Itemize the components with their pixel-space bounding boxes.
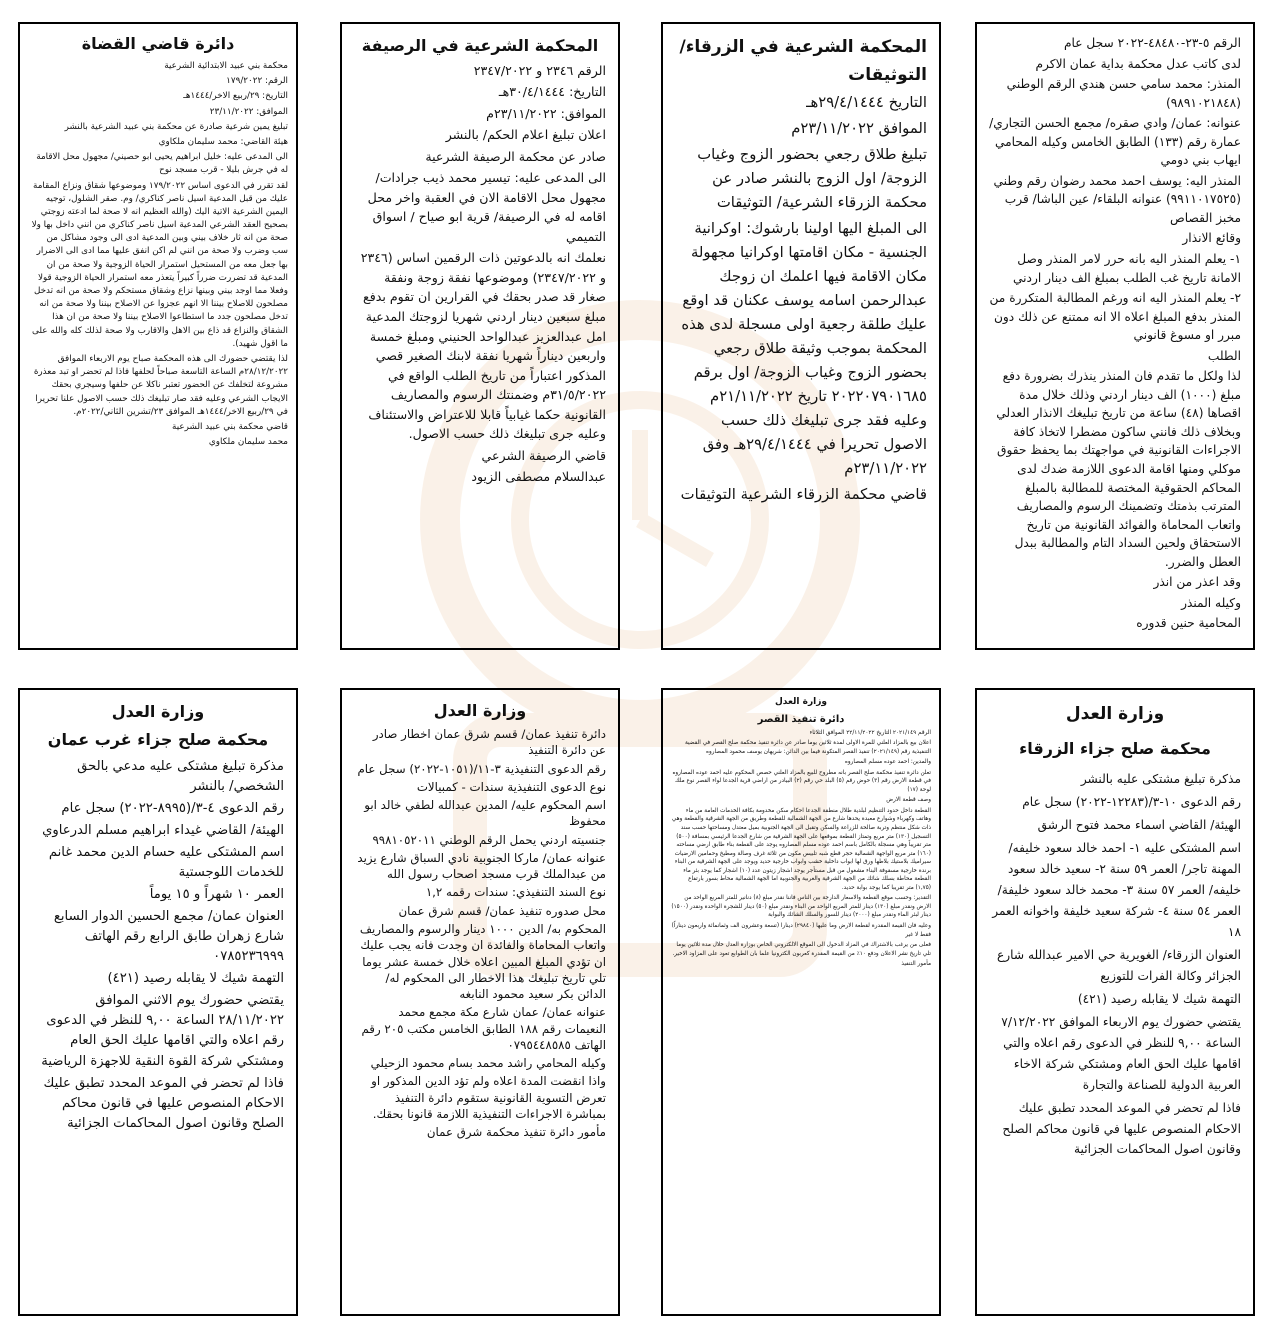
notice-line: مأمور التنفيذ [901,961,931,968]
notice-line: الموافق: ٢٣/١١/٢٠٢٢م [486,105,606,121]
notice-line: محمد سليمان ملكاوي [208,437,288,448]
notice-line: رقم الدعوى ٤-٣/(٨٩٩٥-٢٠٢٢) سجل عام [61,800,284,816]
notice-line: عنوانه عمان/ عمان شارع مكة مجمع محمد النعيمات رقم ١٨٨ الطابق الخامس مكتب ٢٠٥ رقم الهاتف ٠٧٩٥٤٤٨٥٨٥ [361,1005,606,1052]
notice-title: دائرة قاضي القضاة [81,34,235,53]
notice-line: الى المبلغ اليها اولينا بارشوك: اوكرانية الجنسية - مكان اقامتها اوكرانيا مجهولة مكان الاقامة فيها اعلمك ان زوجك عبدالرحمن اسامه يوسف عكنان قد اوقع عليك طلقة رجعية اولى مسجلة لدى هذه المحكمة بموجب وثيقة طلاق رجعي بحضور الزوج وغياب الزوجة/ اول برقم ٢٠٢٢٠٧٩٠١٦٨٥ تاريخ ٢١/١١/٢٠٢٢م وعليه فقد جرى تبليغك ذلك حسب الاصول تحريرا في ٢٩/٤/١٤٤٤هـ وفق ٢٣/١١/٢٠٢٢م [681,219,927,477]
notice-line: عنوانه: عمان/ وادي صقره/ مجمع الحسن التجاري/ عمارة رقم (١٣٣) الطابق الخامس وكيله المحامي ايهاب بني دومي [989,116,1241,168]
notice-line: وصف قطعة الارض [886,797,931,804]
notice-line: رقم الدعوى التنفيذية ٣-١١/(١٠٥١-٢٠٢٢) سجل عام [357,761,606,776]
notice-west-amman-criminal [18,688,298,1316]
notice-line: قاضي محكمة الزرقاء الشرعية التوثيقات [680,485,927,503]
notice-body [671,729,931,969]
notice-line: القطعة داخل حدود التنظيم لبلدية طلال منطقة الجدعا احكام سكن مخدومة بكافة الخدمات العامة من ماء وهاتف وكهرباء وشوارع معبدة يحدها شارع من الجهة الشمالية للقطعة وطريق من الجهة الشرقية والقطعة وهي ذات شكل منتظم وتربة صالحة للزراعة والسكن وتقبل الى الجهة الجنوبية بميل معتدل ومساحتها حسب سند التسجيل (١٣٠) متر مربع وتمتاز القطعة بموقعها على الجهة الشرقية من شارع الجدعا الرئيسي بمسافة (٥٠٠) متر تقريباً وهي مسجلة بالكامل باسم احمد عوده مسلم المصاروه يوجد على القطعة بناء طابق ارضي مساحته (١٦٠) متر مربع الواجهة الشمالية حجر قطع شبه تلبيس مكون من ثلاثة غرف وصالة ومطبخ وحمامين الارضيات سيراميك بلاستيك بلاطها ورق لها ابواب داخلية خشب وابواب خارجية حديد ويوجد على الجهة الشرقية من البناء برندة خارجية مسقوفة البناء مشغول من قبل مستأجر يوجد اشجار زيتون عدد (١٠) اشجار كما يوجد بئر ماء القطعة محاطة بسلك شائك من الجهة الشرقية والغربية والجنوبية اما الجهة الشمالية محاط بسور بارتفاع (١,٧٥) متر تقريبا كما يوجد بوابة حديد. [671,807,931,891]
notice-line: تبليغ يمين شرعية صادرة عن محكمة بني عبيد الشرعية بالنشر [64,121,288,132]
notice-line: جنسيته اردني يحمل الرقم الوطني ٩٩٨١٠٥٢٠١١ [372,832,606,847]
notice-line: الرقم ٥-٢٣-٤٨٤٨٠-٢٠٢٢ سجل عام [1063,36,1241,50]
notice-chief-justice [18,22,298,650]
notice-line: وكيله المحامي راشد محمد بسام محمود الزحيلي [370,1056,606,1071]
notice-line: الى المدعى عليه: خليل ابراهيم يحيى ابو حصيني/ مجهول محل الاقامة له في جرش بليلا - قرب مسجد نوح [36,152,288,176]
notice-body [354,61,606,487]
notice-line: الرقم: ١٧٩/٢٠٢٢ [226,76,288,87]
notice-line: لقد تقرر في الدعوى اساس ١٧٩/٢٠٢٢ وموضوعها شقاق ونزاع المقامة عليك من قبل المدعية اسيل ناصر كناكري/ وم. صقر الشلول، توجيه اليمين الشرعية الاتية اليك (والله العظيم انه لا صحة لما ادعته زوجتي بصحيح العقد الشرعي المدعية اسيل ناصر كناكري من انني داخل بها ولا صحة من انه ثار خلاف بيني وبين المدعية ادى الى وجود مشاكل من سب وضرب ولا صحة من انني لم اكن انفق عليها مما ادى الى الاضرار بها جعل معه من المستحيل استمرار الحياة الزوجية ولا صحة من ان المدعية قد تضررت ضرراً كبيراً يتعذر معه استمرار الحياة الزوجية قولا وفعلا مما اوجد بيني وبينها نزاع وشقاق مستحكم ولا صحة من انه تدخل مصلحون للاصلاح بيننا الا انهم عجزوا عن الاصلاح بيننا ولا صحة من انه تدخل مصلحون جدد ما استطاعوا الاصلاح بيننا ولا صحة من ان هذا الشقاق والنزاع قد ذاع بين الاهل والاقارب ولا صحة لذلك كله والله على ما اقول شهيد). [31,180,288,349]
notice-line: يقتضي حضورك يوم الاثني الموافق ٢٨/١١/٢٠٢٢ الساعة ٩,٠٠ للنظر في الدعوى رقم اعلاه والتي اقامها عليك الحق العام ومشتكي شركة القوة النقية للاجهزة الرياضية [41,993,284,1069]
notice-line: التاريخ: ٢٩/ربيع الاخر/١٤٤٤هـ [183,91,288,102]
notice-body [989,769,1241,1161]
notice-line: فاذا لم تحضر في الموعد المحدد تطبق عليك الاحكام المنصوص عليها في قانون محاكم الصلح وقانون اصول المحاكمات الجزائية [1002,1100,1241,1157]
notice-zarqa-criminal [975,688,1255,1316]
notice-line: التهمة شيك لا يقابله رصيد (٤٢١) [1077,991,1241,1006]
notice-line: والمدين: احمد عوده مسلم المصاروه [844,759,931,766]
notice-title: المحكمة الشرعية في الزرقاء/ التوثيقات [679,37,927,85]
notice-line: اسم المحكوم عليه/ المدين عبدالله لطفي خالد ابو محفوظ [364,798,606,829]
notice-line: دائرة تنفيذ عمان/ قسم شرق عمان اخطار صادر عن دائرة التنفيذ [372,727,606,758]
notice-line: التاريخ ٢٩/٤/١٤٤٤هـ [806,94,927,112]
notice-line: عنوانه عمان/ ماركا الجنوبية نادي السباق شارع يزيد من عبدالملك قرب مسجد اصحاب رسول الله [357,850,606,882]
notice-line: وقد اعذر من انذر [1153,575,1241,590]
notice-east-amman-execution [340,688,620,1316]
notice-line: مذكرة تبليغ مشتكى عليه مدعي بالحق الشخصي/ بالنشر [77,758,284,794]
notice-line: الموافق ٢٣/١١/٢٠٢٢م [791,120,927,138]
notice-line: قاضي الرصيفة الشرعي [481,447,606,463]
notice-line: ٢- يعلم المنذر اليه انه ورغم المطالبة المتكررة من المنذر بدفع المبلغ اعلاه الا انه ممتنع عن ذلك دون مبرر او مسوغ قانوني [989,291,1241,343]
notice-line: فاذا لم تحضر في الموعد المحدد تطبق عليك الاحكام المنصوص عليها في قانون محاكم الصلح وقانون اصول المحاكمات الجزائية [43,1075,284,1131]
notice-line: اسم المشتكى عليه ١- احمد خالد سعود خليفه/ المهنة تاجر/ العمر ٥٩ سنة ٢- سعيد خالد سعود خليفه/ العمر ٥٧ سنة ٣- محمد خالد سعود خليفة/ العمر ٥٤ سنة ٤- شركة سعيد خليفة واخوانه العمر ١٨ [992,840,1241,939]
notice-line: واذا انقضت المدة اعلاه ولم تؤد الدين المذكور او تعرض التسوية القانونية ستقوم دائرة التنفيذ بمباشرة الاجراءات التنفيذية اللازمة قانونا بحقك. [371,1074,606,1121]
notice-line: وكيله المنذر [1181,595,1241,610]
notice-line: نعلمك انه بالدعوتين ذات الرقمين اساس (٢٣٤٦ و ٢٣٤٧/٢٠٢٢) وموضوعها نفقة زوجة ونفقة صغار قد صدر بحقك في القرارين ان تقوم بدفع مبلغ سبعين دينار اردني شهريا لزوجتك المدعية امل عبدالعزيز عبدالواحد الحنيني ومبلغ خمسة واربعين ديناراً شهريا نفقة لابنك الصغير قصي المذكور اعتباراً من تاريخ الطلب الواقع في ٣١/٥/٢٠٢٢م وضمنتك الرسوم والمصاريف القانونية حكما غيابياً قابلا للاعتراض والاستئناف وعليه جرى تبليغك ذلك حسب الاصول. [360,250,606,442]
notice-line: فعلى من يرغب بالاشتراك في المزاد الدخول الى الموقع الالكتروني الخاص بوزارة العدل خلال مدة ثلاثين يوما تلي تاريخ نشر الاعلان ودفع ١٠٪ من القيمة المقدرة كعربون الكترونيا علما بان الطوابع تعود على المزاود الاخير. [672,942,931,957]
notice-line: محكمة بني عبيد الابتدائية الشرعية [164,61,288,71]
notice-line: الرقم ٢٠٢١/١٤٩ التاريخ ٢٢/١١/٢٠٢٢ الموافق الثلاثاء [809,729,931,736]
notice-body [32,757,284,1134]
notice-body [989,34,1241,633]
notice-line: عبدالسلام مصطفى الزيود [471,469,606,485]
notice-line: تبليغ طلاق رجعي بحضور الزوج وغياب الزوجة/ اول الزوج بالنشر صادر عن محكمة الزرقاء الشرعية/ التوثيقات [697,146,927,211]
notice-line: محل صدوره تنفيذ عمان/ قسم شرق عمان [398,903,606,918]
notice-line: نوع الدعوى التنفيذية سندات - كمبيالات [416,779,606,794]
notice-line: المنذر: محمد سامي حسن هندي الرقم الوطني (٩٨٩١٠٢١٨٤٨) [1006,77,1241,110]
notice-line: الهيئة/ القاضي اسماء محمد فتوح الرشق [1037,817,1241,832]
notice-line: العنوان عمان/ مجمع الحسين الدوار السابع شارع زهران طابق الرابع رقم الهاتف ٠٧٨٥٢٣٦٩٩٩ [53,909,284,965]
notice-line: وعليه فان القيمة المقدرة لقطعة الارض وما عليها (٢٩٨٤٠) دينارا (تسعة وعشرون الف وثمانمائة واربعون ديناراً) فقط لا غير [671,922,931,938]
notice-line: قاضي محكمة بني عبيد الشرعية [172,421,288,432]
notice-line: التاريخ: ٣٠/٤/١٤٤٤هـ [498,84,606,100]
notice-subtitle: دائرة تنفيذ القصر [757,713,845,725]
notice-line: المنذر اليه: يوسف احمد محمد رضوان رقم وطني (٩٩١١٠١٧٥٢٥) عنوانه البلقاء/ عين الباشا/ قرب مخبز القصاص [993,173,1241,225]
notice-line: الموافق: ٢٣/١١/٢٠٢٢ [209,106,288,117]
notice-title: وزارة العدل [433,701,527,720]
notice-zarqa-sharia [661,22,941,650]
notice-line: رقم الدعوى ١٠-٣/(١٢٢٨٣-٢٠٢٢) سجل عام [1022,794,1241,809]
notice-title: المحكمة الشرعية في الرصيفة [361,36,599,55]
notice-title: وزارة العدل [774,697,828,707]
notice-line: العمر ١٠ شهراً و ١٥ يوماً [149,887,284,902]
notice-line: تعلن دائرة تنفيذ محكمة صلح القصر بانه مطروح للبيع بالمزاد العلني حصص المحكوم عليه احمد عوده المصاروه في قطعة الارض رقم (٣) حوض رقم (٥) البلد حي رقم (٢) البيادر من اراضي قرية الجدعا لواء القصر نوع ملك لوحة (١٧) [672,769,931,793]
notice-line: لذا يقتضي حضورك الى هذه المحكمة صباح يوم الاربعاء الموافق ٢٨/١٢/٢٠٢٢م الساعة التاسعة صباحاً لحلفها فاذا لم تحضر او تبد معذرة مشروعة لتخلفك عن الحضور تعتبر ناكلا عن حلفها وسيجري بحقك الايجاب الشرعي وعليه فقد صار تبليغك ذلك حسب الاصول علنا تحريرا في ٢٩/ربيع الاخر/١٤٤٤هـ الموافق ٢٣/تشرين الثاني/٢٠٢٢م. [33,353,288,417]
notice-line: الى المدعى عليه: تيسير محمد ذيب جرادات/ مجهول محل الاقامة الان في العقبة واخر محل اقامه له في الرصيفة/ قرية ابو صياح / اسواق التميمي [367,170,606,244]
notice-body [28,60,288,449]
notice-line: وقائع الانذار [1182,231,1241,246]
notice-line: الرقم ٢٣٤٦ و ٢٣٤٧/٢٠٢٢ [473,62,606,78]
notice-line: المحكوم به/ الدين ١٠٠٠ دينار والرسوم والمصاريف واتعاب المحاماة والفائدة ان وجدت فانه يجب عليك ان تؤدي المبلغ المبين اعلاه خلال خمسة عشر يوما تلي تاريخ تبليغك هذا الاخطار الى المحكوم له/ الدائن بكر سعيد محمود النابغه [359,922,606,1002]
notice-line: ١- يعلم المنذر اليه بانه حرر لامر المنذر وصل الامانة تاريخ غب الطلب بمبلغ الف دينار اردني [1012,252,1241,285]
notice-line: مذكرة تبليغ مشتكى عليه بالنشر [1080,771,1241,786]
notice-line: مأمور دائرة تنفيذ محكمة شرق عمان [426,1125,606,1140]
notice-line: التهمة شيك لا يقابله رصيد (٤٢١) [107,971,284,987]
notice-line: اعلان بيع بالمزاد العلني للمرة الاولى لمدة ثلاثين يوما صادر عن دائرة تنفيذ محكمة صلح القصر في القضية التنفيذية رقم (٢٠٢١/١٤٩) تنفيذ القصر المتكونة فيما بين الدائن: شريهان يوسف محمود المصاروه [685,740,931,755]
notice-subtitle: محكمة صلح جزاء غرب عمان [47,730,269,750]
notice-warning-amman [975,22,1255,650]
notice-line: لدى كاتب عدل محكمة بداية عمان الاكرم [1035,56,1241,71]
notice-qasr-execution [661,688,941,1316]
notice-line: اعلان تبليغ اعلام الحكم/ بالنشر [445,127,606,143]
notice-line: يقتضي حضورك يوم الاربعاء الموافق ٧/١٢/٢٠٢٢ الساعة ٩,٠٠ للنظر في الدعوى رقم اعلاه والتي اقامها عليك الحق العام ومشتكي شركة الاخاء العربية الدولية للصناعة والتجارة [1001,1014,1241,1092]
notice-title: وزارة العدل [111,702,205,721]
notice-body [354,726,606,1140]
notice-title: وزارة العدل [1065,704,1165,724]
notice-line: لذا ولكل ما تقدم فان المنذر ينذرك بضرورة دفع مبلغ (١٠٠٠) الف دينار اردني وذلك خلال مدة اقصاها (٤٨) ساعة من تاريخ تبليغك الانذار العدلي وبخلاف ذلك فانني ساكون مضطرا لاتخاذ كافة الاجراءات القانونية في مواجهتك بما يحفظ حقوق موكلي ومنها اقامة الدعوى اللازمة ضدك لدى المحاكم الحقوقية المختصة للمطالبة بالمبلغ المترتب بذمتك وتضمينك الرسوم والمصاريف واتعاب المحاماة والفوائد القانونية من تاريخ الاستحقاق ولحين السداد التام والمطالبة ببدل العطل والضرر. [996,369,1241,569]
notice-rusaifa-sharia [340,22,620,650]
notice-body [675,91,927,506]
notice-line: الهيئة/ القاضي غيداء ابراهيم مسلم الدرعاوي [42,822,284,838]
notice-line: المحامية حنين قدوره [1136,616,1241,631]
notice-line: الطلب [1207,348,1241,363]
notice-line: هيئة القاضي: محمد سليمان ملكاوي [158,136,288,147]
notice-line: اسم المشتكى عليه حسام الدين محمد غانم للخدمات اللوجستية [48,844,284,880]
notice-subtitle: محكمة صلح جزاء الزرقاء [1019,739,1211,759]
notice-line: العنوان الزرقاء/ الغويرية حي الامير عبدالله شارع الجزائر وكالة الفرات للتوزيع [997,947,1241,983]
notice-line: التقدير: وحسب موقع القطعة والاسعار الدارجة بين الناس فاننا نقدر مبلغ (٨) دنانير للمتر المربع الواحد من الارض ونقدر مبلغ (١٣٠) دينار للمتر المربع الواحد من البناء ونقدر مبلغ (٥٠) دينار للشجرة الواحدة ونقدر (١٥٠٠) دينار لبئر الماء ونقدر مبلغ (٢٠٠٠) دينار للسور والسلك الشائك والبوابة [671,895,931,919]
notice-line: صادر عن محكمة الرصيفة الشرعية [425,148,606,164]
notice-line: نوع السند التنفيذي: سندات رقمه ١,٢ [425,885,606,900]
